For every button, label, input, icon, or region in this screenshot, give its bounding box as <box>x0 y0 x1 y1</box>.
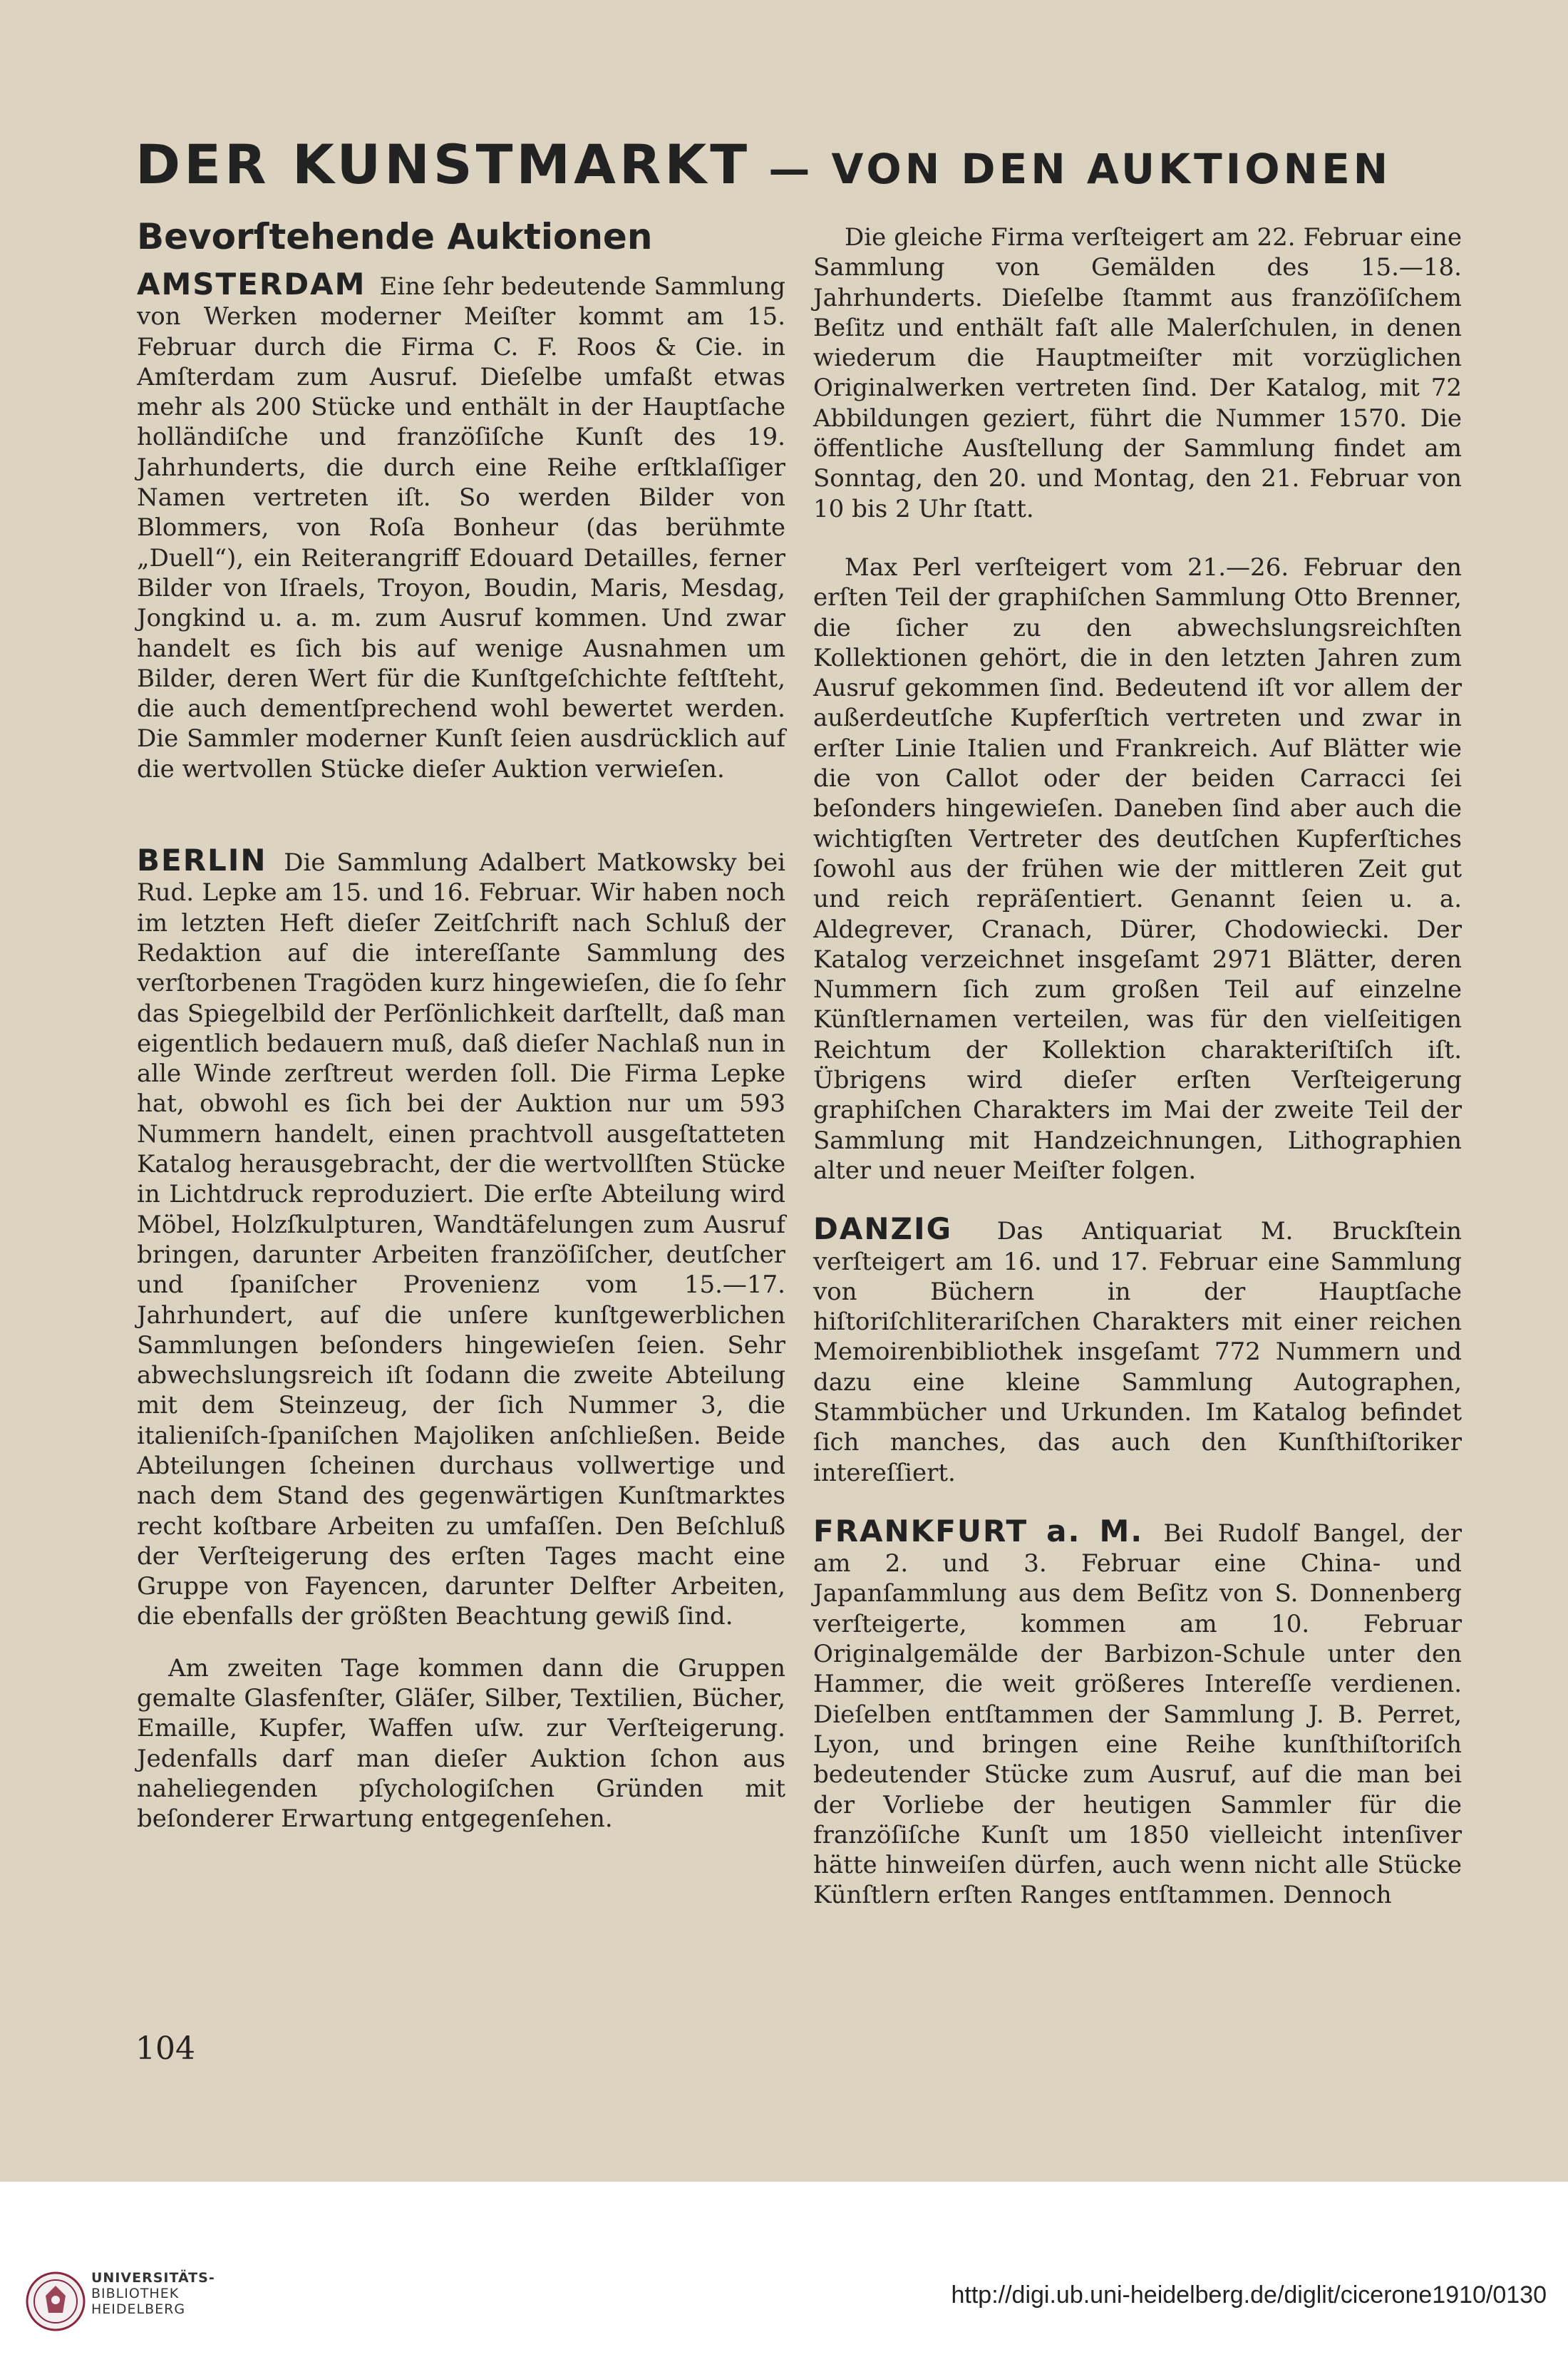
berlin-text-2: Am zweiten Tage kommen dann die Gruppen gemalte Glasfenſter, Gläſer, Silber, Textilien, Bücher, Emaille, Kupfer, Waffen uſw. zur Verſteigerung. Jedenfalls darf man dieſer Auktion ſchon aus naheliegenden pſychologiſchen Gründen mit beſonderer Erwartung entgegenſehen. <box>137 1653 785 1834</box>
frankfurt-text: Bei Rudolf Bangel, der am 2. und 3. Februar eine China- und Japanſammlung aus dem Beſitz von S. Donnenberg verſteigerte, kommen am 10. Februar Originalgemälde der Barbizon-Schule unter den Hammer, die weit größeres Intereſſe verdienen. Dieſelben entſtammen der Sammlung J. B. Perret, Lyon, und bringen eine Reihe kunſthiſtoriſch bedeutender Stücke zum Ausruf, auf die man bei der Vorliebe der heutigen Sammler für die franzöſiſche Kunſt um 1850 vielleicht intenſiver hätte hinweiſen dürfen, auch wenn nicht alle Stücke Künſtlern erſten Ranges entſtammen. Dennoch <box>813 1519 1463 1910</box>
right-column <box>813 222 1462 1911</box>
berlin-text: Die Sammlung Adalbert Matkowsky bei Rud. Lepke am 15. und 16. Februar. Wir haben noch im letzten Heft dieſer Zeitſchrift nach Schluß der Redaktion auf die intereſſante Sammlung des verſtorbenen Tragöden kurz hingewieſen, die ſo ſehr das Spiegelbild der Perſönlichkeit darſtellt, daß man eigentlich bedauern muß, daß dieſer Nachlaß nun in alle Winde zerſtreut werden ſoll. Die Firma Lepke hat, obwohl es ſich bei der Auktion nur um 593 Nummern handelt, einen prachtvoll ausgeſtatteten Katalog herausgebracht, der die wertvollſten Stücke in Lichtdruck reproduziert. Die erſte Abteilung wird Möbel, Holzſkulpturen, Wandtäfelungen zum Ausruf bringen, darunter Arbeiten franzöſiſcher, deutſcher und ſpaniſcher Provenienz vom 15.—17. Jahrhundert, auf die unſere kunſtgewerblichen Sammlungen beſonders hingewieſen ſeien. Sehr abwechslungsreich iſt ſodann die zweite Abteilung mit dem Steinzeug, der ſich Nummer 3, die italieniſch-ſpaniſchen Majoliken anſchließen. Beide Abteilungen ſcheinen durchaus vollwertige und nach dem Stand des gegenwärtigen Kunſtmarktes recht koſtbare Arbeiten zu umfaſſen. Den Beſchluß der Verſteigerung des erſten Tages macht eine Gruppe von Fayencen, darunter Delfter Arbeiten, die ebenfalls der größten Beachtung gewiß ſind. <box>137 848 786 1631</box>
library-line-2: BIBLIOTHEK <box>91 2286 180 2301</box>
article-berlin <box>137 843 786 1632</box>
title-sub: — VON DEN AUKTIONEN <box>751 145 1392 193</box>
title-main: DER KUNSTMARKT <box>135 133 751 196</box>
city-berlin: BERLIN <box>137 843 267 878</box>
article-danzig <box>813 1211 1462 1488</box>
article-frankfurt <box>813 1513 1463 1911</box>
source-url-link[interactable]: http://digi.ub.uni-heidelberg.de/diglit/cicerone1910/0130 <box>951 2281 1547 2309</box>
library-name <box>91 2270 215 2317</box>
amsterdam-text: Eine ſehr bedeutende Sammlung von Werken moderner Meiſter kommt am 15. Februar durch die Firma C. F. Roos & Cie. in Amſterdam zum Ausruf. Dieſelbe umfaßt etwas mehr als 200 Stücke und enthält in der Hauptſache holländiſche und franzöſiſche Kunſt des 19. Jahrhunderts, die durch eine Reihe erſtklaſſiger Namen vertreten iſt. So werden Bilder von Blommers, von Roſa Bonheur (das berühmte „Duell“), ein Reiterangriff Edouard Detailles, ferner Bilder von Iſraels, Troyon, Boudin, Maris, Mesdag, Jongkind u. a. m. zum Ausruf kommen. Und zwar handelt es ſich bis auf wenige Ausnahmen um Bilder, deren Wert für die Kunſtgeſchichte feſtſteht, die auch dementſprechend wohl bewertet werden. Die Sammler moderner Kunſt ſeien ausdrücklich auf die wertvollen Stücke dieſer Auktion verwieſen. <box>137 272 785 784</box>
danzig-text: Das Antiquariat M. Bruckſtein verſteigert am 16. und 17. Februar eine Sammlung von Büchern in der Hauptſache hiſtoriſchliterariſchen Charakters mit einer reichen Memoirenbibliothek insgeſamt 772 Nummern und dazu eine kleine Sammlung Autographen, Stammbücher und Urkunden. Im Katalog befindet ſich manches, das auch den Kunſthiſtoriker intereſſiert. <box>813 1217 1462 1487</box>
page-title <box>135 133 1454 196</box>
university-seal-icon <box>26 2271 86 2331</box>
page-number: 104 <box>135 2030 195 2067</box>
city-amsterdam: AMSTERDAM <box>137 267 366 302</box>
city-danzig: DANZIG <box>813 1211 953 1247</box>
library-line-1: UNIVERSITÄTS- <box>91 2270 215 2286</box>
city-frankfurt: FRANKFURT a. M. <box>813 1513 1144 1549</box>
footer-bar <box>0 2182 1568 2367</box>
article-amsterdam <box>137 269 785 784</box>
section-heading: Bevorſtehende Auktionen <box>137 216 653 257</box>
left-column <box>137 214 785 1834</box>
article-max-perl: Max Perl verſteigert vom 21.—26. Februar den erſten Teil der graphiſchen Sammlung Otto Brenner, die ſicher zu den abwechslungsreichſten Kollektionen gehört, die in den letzten Jahren zum Ausruf gekommen ſind. Bedeutend iſt vor allem der außerdeutſche Kupferſtich vertreten und zwar in erſter Linie Italien und Frankreich. Auf Blätter wie die von Callot oder der beiden Carracci ſei beſonders hingewieſen. Daneben ſind aber auch die wichtigſten Vertreter des deutſchen Kupferſtiches ſowohl aus der frühen wie der mittleren Zeit gut und reich repräſentiert. Genannt ſeien u. a. Aldegrever, Cranach, Dürer, Chodowiecki. Der Katalog verzeichnet insgeſamt 2971 Blätter, deren Nummern ſich zum großen Teil auf einzelne Künſtlernamen verteilen, was für den vielſeitigen Reichtum der Kollektion charakteriſtiſch iſt. Übrigens wird dieſer erſten Verſteigerung graphiſchen Charakters im Mai der zweite Teil der Sammlung mit Handzeichnungen, Lithographien alter und neuer Meiſter folgen. <box>813 553 1462 1185</box>
continuation-text: Die gleiche Firma verſteigert am 22. Februar eine Sammlung von Gemälden des 15.—18. Jahrhunderts. Dieſelbe ſtammt aus franzöſiſchem Beſitz und enthält faſt alle Malerſchulen, in denen wiederum die Hauptmeiſter mit vorzüglichen Originalwerken vertreten ſind. Der Katalog, mit 72 Abbildungen geziert, führt die Nummer 1570. Die öffentliche Ausſtellung der Sammlung findet am Sonntag, den 20. und Montag, den 21. Februar von 10 bis 2 Uhr ſtatt. <box>813 223 1462 523</box>
library-line-3: HEIDELBERG <box>91 2301 186 2317</box>
